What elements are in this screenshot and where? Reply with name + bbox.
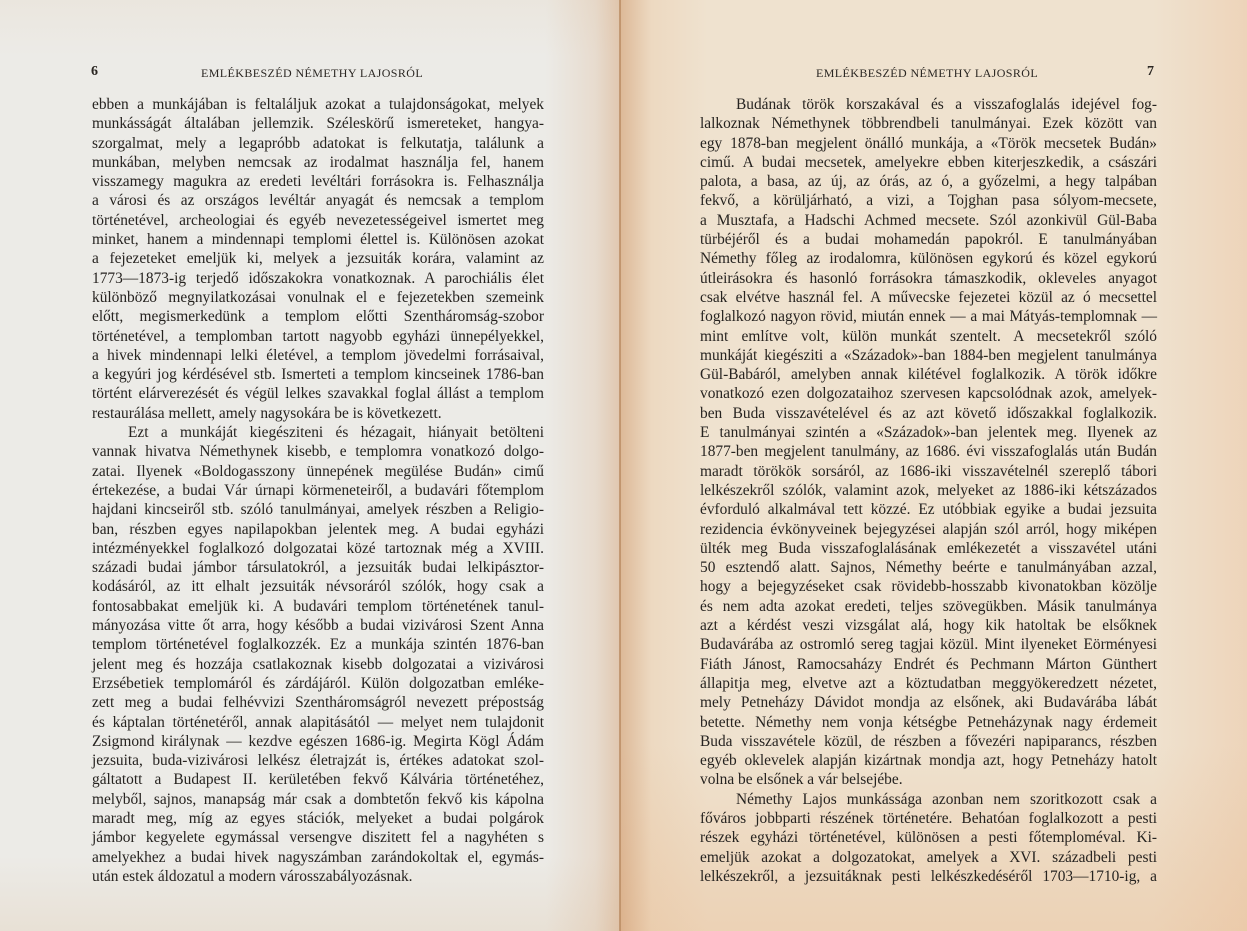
text-line: főváros jobbparti részének történetére. Behatóan foglalkozott a pesti — [700, 809, 1157, 827]
text-line: Budának török korszakával és a visszafoglalás idejével fog- — [736, 96, 1157, 113]
text-line: 50 esztendő alatt. Sajnos, Némethy beérte e tanulmányában azzal, — [700, 559, 1157, 577]
text-line: melyből, sajnos, manapság már csak a dombtetőn fekvő kis kápolna — [92, 790, 544, 808]
text-line: történt elárverezését és végül lelkes szavakkal foglal állást a templom — [92, 385, 544, 403]
text-line: rezidencia évkönyveinek bejegyzései alapján szól arról, hogy miképen — [700, 520, 1157, 538]
text-line: emeljük azokat a dolgozatokat, amelyek a XVI. századbeli pesti — [700, 848, 1157, 866]
text-line: zatai. Ilyenek «Boldogasszony ünnepének megülése Budán» cimű — [92, 462, 544, 480]
text-line: után estek áldozatul a modern városszabályozásnak. — [92, 867, 413, 885]
text-line: útleirásokra és hasonló forrásokra támaszkodik, okleveles anyagot — [700, 269, 1157, 287]
text-line: ülték meg Buda visszafoglalásának emlékezetét a visszavétel utáni — [700, 539, 1157, 557]
text-line: zett meg a budai felhévvizi Szentháromságról nevezett prépostság — [92, 694, 544, 712]
text-line: intézményekkel foglalkozó dolgozatai közé tartoznak még a XVIII. — [92, 539, 544, 557]
text-line: és nem adta azokat eredeti, teljes szövegükben. Másik tanulmánya — [700, 597, 1157, 615]
text-line: restaurálása mellett, amely nagysokára be is következett. — [92, 404, 442, 422]
text-line: azt a kérdést veszi vizsgálat alá, hogy kik hatoltak be elsőknek — [700, 617, 1157, 635]
text-line: mányozása vitte őt arra, hogy később a budai vizivárosi Szent Anna — [92, 617, 544, 635]
text-line: fontosabbakat emeljük ki. A budavári templom történetének tanul- — [92, 597, 544, 615]
text-line: fekvő, a körüljárható, a vizi, a Tojghan pasa sólyom-mecsete, — [700, 192, 1157, 210]
text-line: ben Buda visszavételével és az azt követő időszakkal foglalkozik. — [700, 404, 1157, 422]
book-spine — [619, 0, 621, 931]
text-line: betette. Némethy nem vonja kétségbe Petneházynak nagy érdemeit — [700, 713, 1157, 731]
text-line: visszamegy magukra az eredeti levéltári forrásokra is. Felhasználja — [92, 173, 544, 191]
text-line: E tanulmányai szintén a «Századok»-ban jelentek meg. Ilyenek az — [700, 424, 1157, 442]
text-line: vannak hivatva Némethynek kisebb, e templomra vonatkozó dolgo- — [92, 443, 544, 461]
text-line: Ezt a munkáját kiegésziteni és hézagait, hiányait betölteni — [128, 424, 544, 442]
text-line: volna be elsőnek a vár belsejébe. — [700, 771, 903, 789]
text-line: jámbor kegyelete egymással versengve diszitett fel a nagyhéten s — [92, 829, 544, 847]
text-line: mely Petneházy Dávidot mondja az elsőnek, aki Budavárába lábát — [700, 694, 1157, 712]
text-line: gáltatott a Budapest II. kerületében fekvő Kálvária történetéhez, — [92, 771, 544, 789]
text-line: a hivek mindennapi lelki életével, a templom jövedelmi forrásaival, — [92, 346, 544, 364]
text-line: templom történetével foglalkozzék. Ez a munkája szintén 1876-ban — [92, 636, 544, 654]
text-line: jelent meg és hozzája csatlakoznak kisebb dolgozatai a vizivárosi — [92, 655, 544, 673]
text-line: hajdani kincseiről stb. szóló tanulmányai, amelyek részben a Religio- — [92, 501, 544, 519]
text-line: ebben a munkájában is feltaláljuk azokat a tulajdonságokat, melyek — [92, 96, 544, 113]
text-line: Némethy főleg az irodalomra, különösen egykorú és közel egykorú — [700, 250, 1157, 268]
text-line: állapitja meg, elvetve azt a köztudatban meggyökeredzett nézetet, — [700, 674, 1157, 692]
left-page — [0, 0, 620, 931]
text-line: csak elvétve használ fel. A művecske fejezetei közül az ó mecsettel — [700, 288, 1157, 306]
text-line: történetével, a templomban tartott nagyobb egyházi ünnepélyekkel, — [92, 327, 544, 345]
page-number-right: 7 — [1147, 64, 1154, 79]
right-page-body — [700, 95, 1157, 886]
text-line: Némethy Lajos munkássága azonban nem szoritkozott csak a — [736, 790, 1157, 808]
text-line: a fejezeteket emeljük ki, melyek a jezsuiták korára, valamint az — [92, 250, 544, 268]
text-line: lelkészekről, a jezsuitáknak pesti lelkészkedéséről 1703—1710-ig, a — [700, 867, 1157, 885]
left-page-body — [92, 95, 544, 886]
text-line: 1877-ben megjelent tanulmány, az 1686. évi visszafoglalás után Budán — [700, 443, 1157, 461]
text-line: Fiáth Jánost, Ramocsaházy Endrét és Pechmann Márton Günthert — [700, 655, 1157, 673]
text-line: egyéb oklevelek alapján kizártnak mondja azt, hogy Petneházy hatolt — [700, 752, 1157, 770]
running-head-left: EMLÉKBESZÉD NÉMETHY LAJOSRÓL — [201, 66, 424, 80]
text-line: a városi és az országos levéltár anyagát és nemcsak a templom — [92, 192, 544, 210]
text-line: részek egyházi történetével, különösen a pesti főtemploméval. Ki- — [700, 829, 1157, 847]
text-line: századi budai jámbor társulatokról, a jezsuiták budai lelkipásztor- — [92, 559, 544, 577]
right-page — [620, 0, 1247, 931]
text-line: a Musztafa, a Hadschi Achmed mecsete. Szól azonkivül Gül-Baba — [700, 211, 1157, 229]
text-line: 1773—1873-ig terjedő időszakokra vonatkoznak. A parochiális élet — [92, 269, 544, 287]
text-line: minket, hanem a mindennapi templomi élettel is. Különösen azokat — [92, 231, 544, 249]
text-line: foglalkozó nagyon rövid, miután ennek — a mai Mátyás-templomnak — — [700, 308, 1157, 326]
text-line: egy 1878-ban megjelent önálló munkája, a «Török mecsetek Budán» — [700, 134, 1157, 152]
text-line: a kegyúri jog kérdésével stb. Ismerteti a templom kincseinek 1786-ban — [92, 366, 544, 384]
text-line: Budavárába az ostromló sereg tagjai közül. Mint ilyeneket Eörményesi — [700, 636, 1157, 654]
text-line: évforduló alkalmával tett közzé. Ez utóbbiak egyike a budai jezsuita — [700, 501, 1157, 519]
page-number-left: 6 — [91, 64, 98, 79]
text-line: munkában, melyben nemcsak az irodalmat használja fel, hanem — [92, 153, 544, 171]
text-line: türbéjéről és a budai mohamedán papokról. E tanulmányában — [700, 231, 1157, 249]
text-line: munkáját kiegésziti a «Századok»-ban 1884-ben megjelent tanulmánya — [700, 346, 1157, 364]
text-line: különböző megnyilatkozásai vonulnak el e fejezetekben szemeink — [92, 288, 544, 306]
text-line: lalkoznak Némethynek többrendbeli tanulmányai. Ezek között van — [700, 115, 1157, 133]
text-line: maradt törökök sorsáról, az 1686-iki visszavételnél szereplő tábori — [700, 462, 1157, 480]
text-line: Erzsébetiek templomáról és zárdájáról. Külön dolgozatban emléke- — [92, 674, 544, 692]
text-line: munkásságát általában jellemzik. Széleskörű ismereteket, hangya- — [92, 115, 544, 133]
text-line: kodásáról, az itt elhalt jezsuiták névsoráról szólók, hogy csak a — [92, 578, 544, 596]
text-line: maradt meg, míg az egyes stációk, melyeket a budai polgárok — [92, 809, 544, 827]
text-line: Buda visszavétele közül, de részben a fővezéri napiparancs, részben — [700, 732, 1157, 750]
text-line: ban, részben egyes napilapokban jelentek meg. A budai egyházi — [92, 520, 544, 538]
running-head-right: EMLÉKBESZÉD NÉMETHY LAJOSRÓL — [816, 66, 1039, 80]
text-line: és káptalan történetéről, annak alapitásától — melyet nem tulajdonit — [92, 713, 544, 731]
text-line: hogy a bejegyzéseket csak rövidebb-hosszabb kivonatokban közölje — [700, 578, 1157, 596]
text-line: vonatkozó ezen dolgozataihoz szervesen kapcsolódnak azok, amelyek- — [700, 385, 1157, 403]
text-line: Gül-Babáról, amelyben annak kilétével foglalkozik. A török időkre — [700, 366, 1157, 384]
text-line: jezsuita, buda-vizivárosi lelkész életrajzát is, értékes adatokat szol- — [92, 752, 544, 770]
text-line: palota, a basa, az új, az órás, az ó, a győzelmi, a hegy talpában — [700, 173, 1157, 191]
text-line: amelyekhez a budai hivek nagyszámban zarándokoltak el, egymás- — [92, 848, 544, 866]
text-line: előtt, megismerkedünk a templom előtti Szentháromság-szobor — [92, 308, 544, 326]
text-line: mint említve volt, külön munkát szentelt. A mecsetekről szóló — [700, 327, 1157, 345]
text-line: cimű. A budai mecsetek, amelyekre ebben kiterjeszkedik, a császári — [700, 153, 1157, 171]
text-line: történetével, archeologiai és egyéb nevezetességeivel ismertet meg — [92, 211, 544, 229]
text-line: Zsigmond királynak — kezdve egészen 1686-ig. Megirta Kögl Ádám — [92, 732, 544, 750]
text-line: szorgalmat, mely a legapróbb adatokat is felkutatja, találunk a — [92, 134, 544, 152]
text-line: lelkészekről szólók, valamint azok, melyeket az 1886-iki kétszázados — [700, 481, 1157, 499]
text-line: értekezése, a budai Vár úrnapi körmeneteiről, a budavári főtemplom — [92, 481, 544, 499]
